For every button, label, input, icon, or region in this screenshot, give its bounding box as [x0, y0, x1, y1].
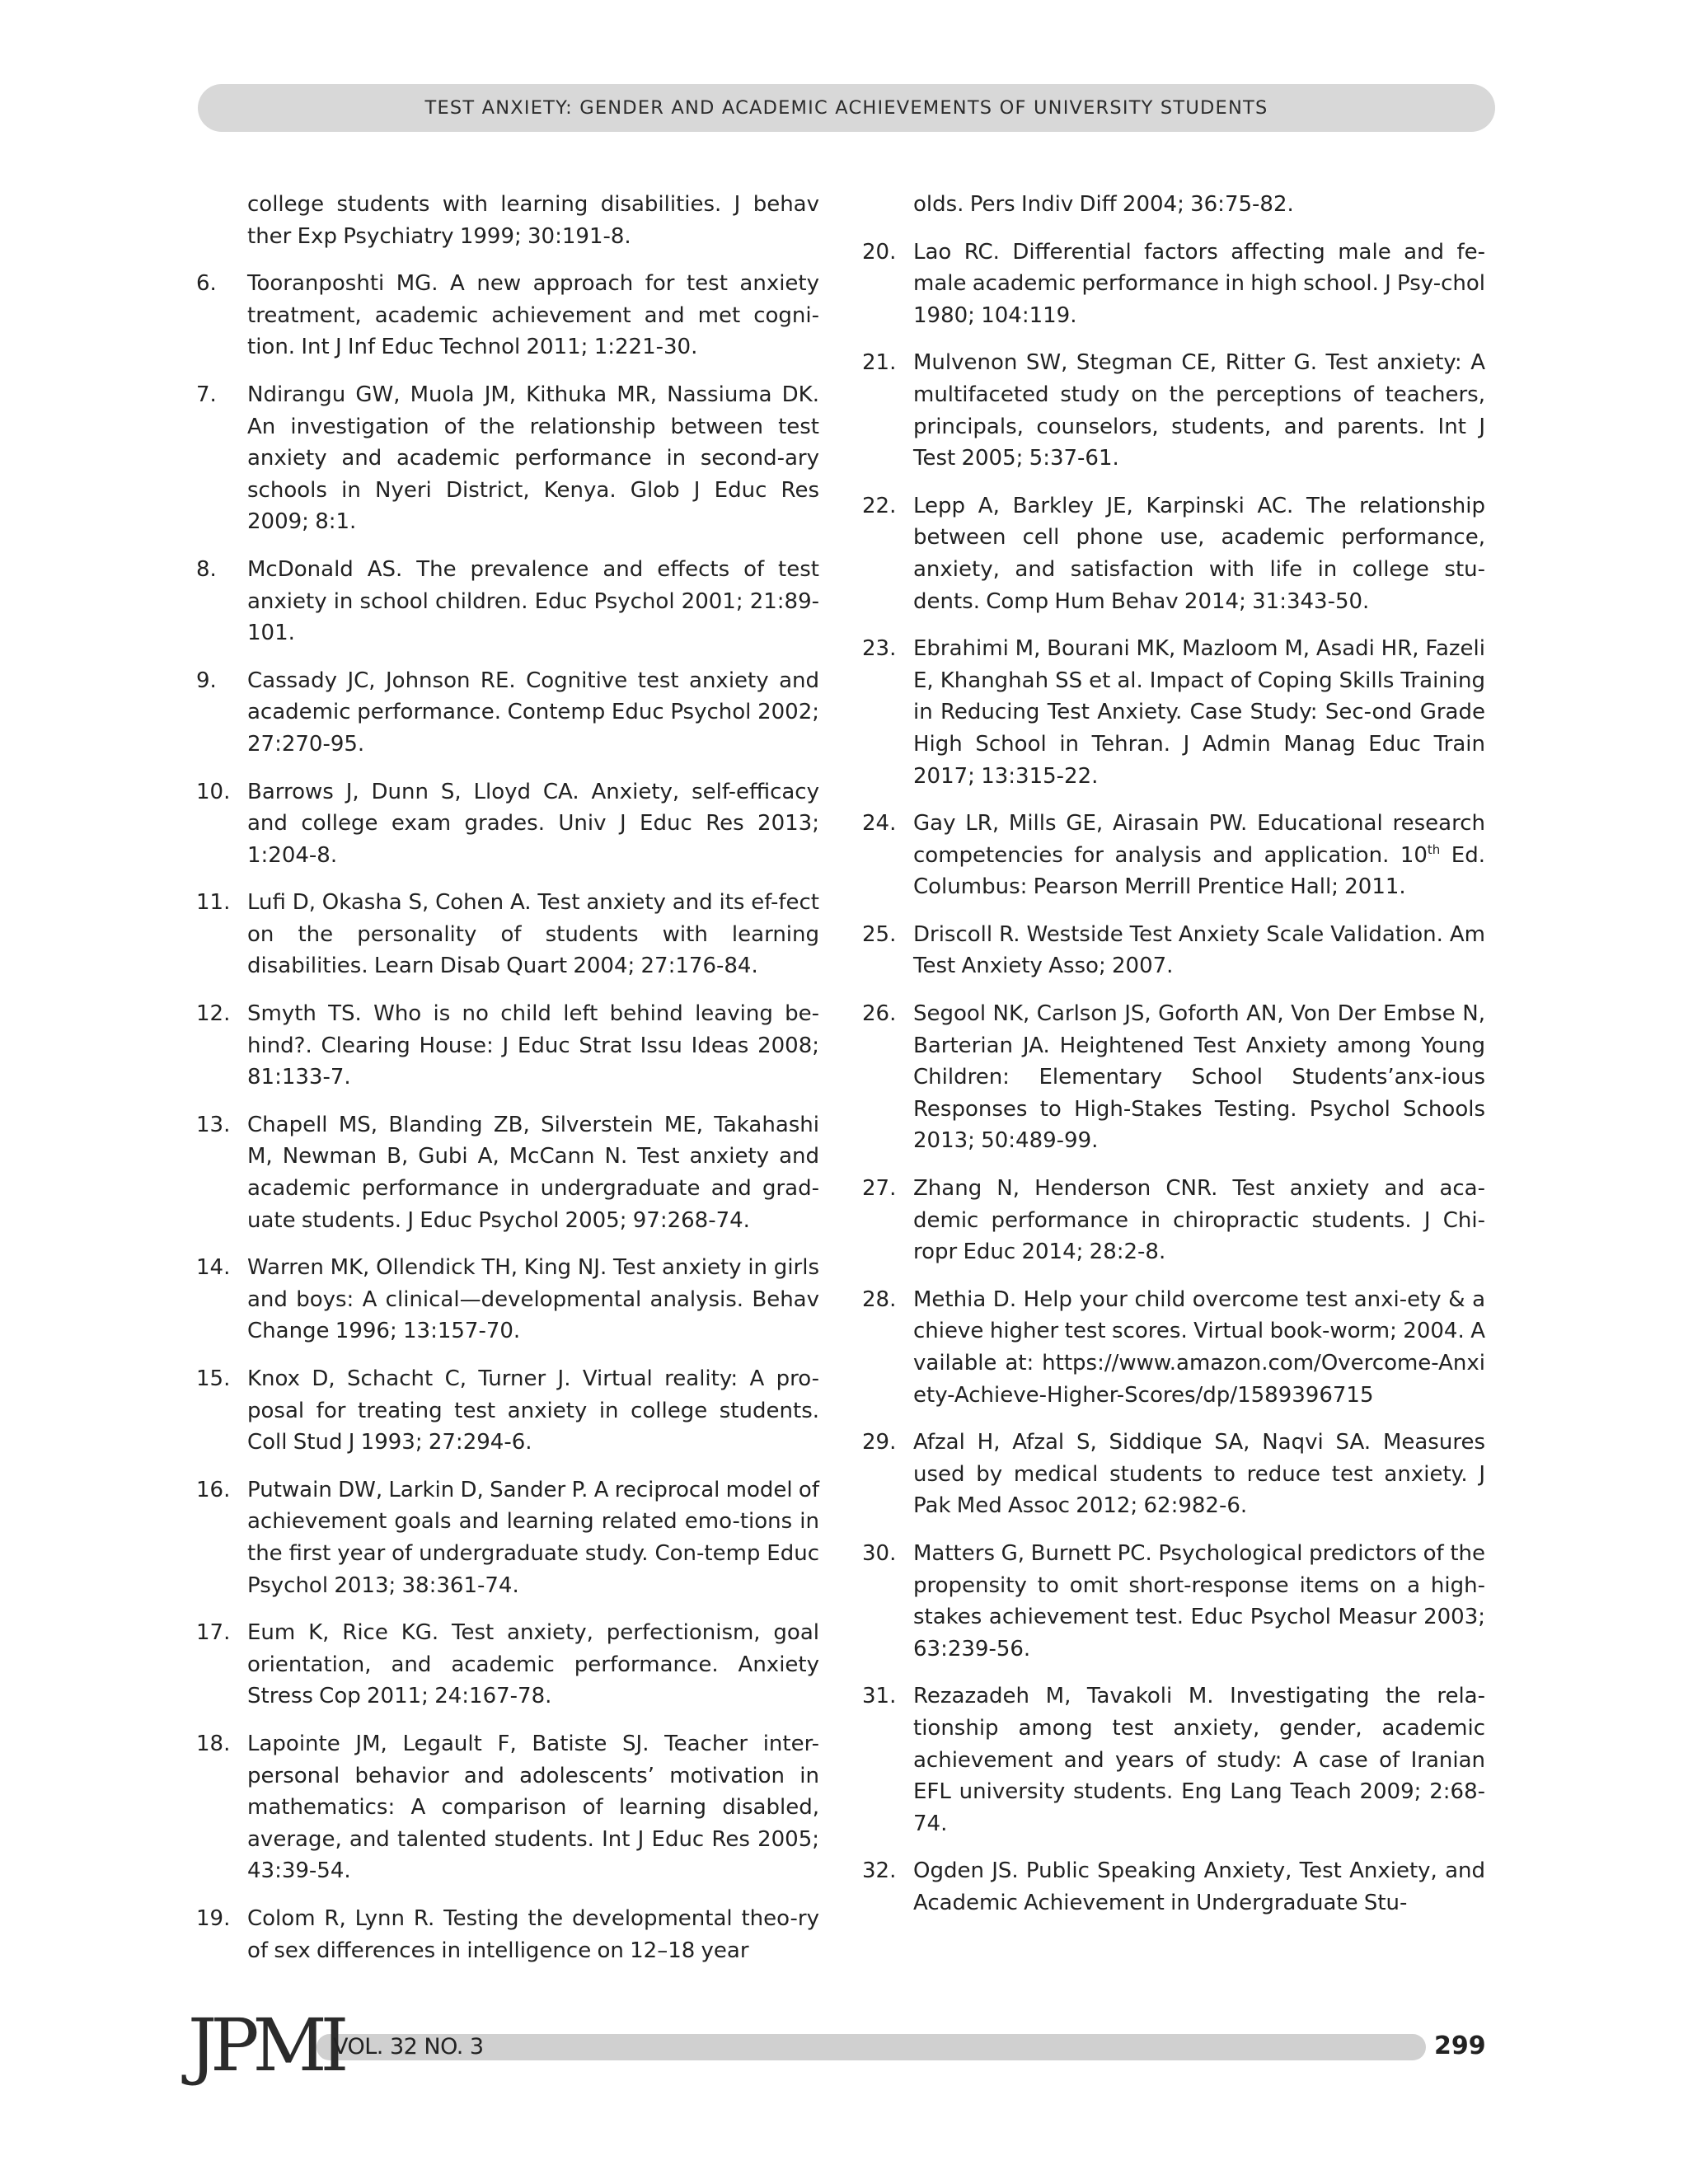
reference-number: 23. [862, 636, 897, 662]
reference-text: Eum K, Rice KG. Test anxiety, perfectionism, goal orientation, and academic performance. Anxiety Stress Cop 2011; 24:167-78. [247, 1620, 819, 1709]
reference-32 [862, 1855, 1485, 1919]
reference-16 [196, 1474, 819, 1601]
reference-31 [862, 1680, 1485, 1840]
reference-text: Ndirangu GW, Muola JM, Kithuka MR, Nassiuma DK. An investigation of the relationship between test anxiety and academic performance in second-ary schools in Nyeri District, Kenya. Glob J Educ Res 2009; 8:1. [247, 382, 819, 535]
reference-number: 8. [196, 556, 217, 582]
reference-number: 29. [862, 1430, 897, 1455]
reference-number: 12. [196, 1001, 231, 1027]
reference-number: 24. [862, 811, 897, 837]
reference-22 [862, 490, 1485, 617]
reference-number: 10. [196, 779, 231, 804]
reference-24 [862, 808, 1485, 903]
reference-10 [196, 776, 819, 872]
reference-number: 32. [862, 1858, 897, 1884]
reference-15 [196, 1363, 819, 1459]
reference-19 [196, 1903, 819, 1966]
reference-text: Tooranposhti MG. A new approach for test anxiety treatment, academic achievement and met cogni-tion. Int J Inf Educ Technol 2011; 1:221-30. [247, 271, 819, 360]
reference-number: 26. [862, 1001, 897, 1027]
reference-text-part: Gay LR, Mills GE, Airasain PW. Educational research competencies for analysis and application. 10 [913, 811, 1485, 868]
reference-26 [862, 998, 1485, 1157]
reference-number: 25. [862, 921, 897, 947]
reference-28 [862, 1284, 1485, 1411]
reference-text: Colom R, Lynn R. Testing the developmental theo-ry of sex differences in intelligence on 12–18 year [247, 1905, 819, 1963]
reference-number: 19. [196, 1905, 231, 1931]
reference-text: Methia D. Help your child overcome test anxi-ety & achieve higher test scores. Virtual book-worm; 2004. Available at: https://www.amazon.com/Overcome-Anxiety-Achieve-Higher-Scores/dp/1589396715 [913, 1286, 1485, 1408]
reference-text: Segool NK, Carlson JS, Goforth AN, Von Der Embse N, Barterian JA. Heightened Test Anxiety among Young Children: Elementary School Students’anx-ious Responses to High-Stakes Testing. Psychol Schools 2013; 50:489-99. [913, 1001, 1485, 1154]
reference-number: 6. [196, 271, 217, 297]
reference-23 [862, 633, 1485, 792]
reference-text: Ebrahimi M, Bourani MK, Mazloom M, Asadi HR, Fazeli E, Khanghah SS et al. Impact of Coping Skills Training in Reducing Test Anxiety. Case Study: Sec-ond Grade High School in Tehran. J Admin Manag Educ Train 2017; 13:315-22. [913, 636, 1485, 789]
reference-number: 30. [862, 1540, 897, 1566]
reference-number: 14. [196, 1255, 231, 1281]
reference-number: 17. [196, 1620, 231, 1646]
reference-6 [196, 268, 819, 363]
reference-number: 13. [196, 1112, 231, 1137]
reference-text: Putwain DW, Larkin D, Sander P. A reciprocal model of achievement goals and learning related emo-tions in the first year of undergraduate study. Con-temp Educ Psychol 2013; 38:361-74. [247, 1477, 819, 1598]
reference-text: Lapointe JM, Legault F, Batiste SJ. Teacher inter-personal behavior and adolescents’ motivation in mathematics: A comparison of learning disabled, average, and talented students. Int J Educ Res 2005; 43:39-54. [247, 1731, 819, 1884]
reference-18 [196, 1728, 819, 1887]
reference-continuation [196, 189, 819, 252]
running-header-title: TEST ANXIETY: GENDER AND ACADEMIC ACHIEVEMENTS OF UNIVERSITY STUDENTS [424, 97, 1268, 119]
reference-text: Rezazadeh M, Tavakoli M. Investigating the rela-tionship among test anxiety, gender, academic achievement and years of study: A case of Iranian EFL university students. Eng Lang Teach 2009; 2:68-74. [913, 1684, 1485, 1836]
reference-text: Knox D, Schacht C, Turner J. Virtual reality: A pro-posal for treating test anxiety in college students. Coll Stud J 1993; 27:294-6. [247, 1366, 819, 1455]
reference-number: 27. [862, 1176, 897, 1202]
reference-number: 11. [196, 890, 231, 916]
reference-text: Zhang N, Henderson CNR. Test anxiety and aca-demic performance in chiropractic students. J Chi-ropr Educ 2014; 28:2-8. [913, 1176, 1485, 1265]
reference-13 [196, 1109, 819, 1236]
reference-number: 22. [862, 493, 897, 518]
reference-29 [862, 1427, 1485, 1522]
reference-number: 7. [196, 382, 217, 407]
references-left-column [196, 189, 819, 1982]
reference-21 [862, 347, 1485, 474]
reference-text: olds. Pers Indiv Diff 2004; 36:75-82. [913, 192, 1294, 217]
page-number: 299 [1434, 2032, 1486, 2060]
reference-12 [196, 998, 819, 1094]
reference-text: Afzal H, Afzal S, Siddique SA, Naqvi SA. Measures used by medical students to reduce test anxiety. J Pak Med Assoc 2012; 62:982-6. [913, 1430, 1485, 1519]
reference-text: Lao RC. Differential factors affecting male and fe-male academic performance in high school. J Psy-chol 1980; 104:119. [913, 239, 1486, 328]
reference-30 [862, 1538, 1485, 1665]
reference-text: Cassady JC, Johnson RE. Cognitive test anxiety and academic performance. Contemp Educ Psychol 2002; 27:270-95. [247, 668, 819, 757]
reference-text: Lepp A, Barkley JE, Karpinski AC. The relationship between cell phone use, academic performance, anxiety, and satisfaction with life in college stu-dents. Comp Hum Behav 2014; 31:343-50. [913, 493, 1485, 614]
reference-text: Lufi D, Okasha S, Cohen A. Test anxiety and its ef-fect on the personality of students with learning disabilities. Learn Disab Quart 2004; 27:176-84. [247, 890, 819, 979]
reference-number: 15. [196, 1366, 231, 1391]
reference-text-part: Ed. Columbus: Pearson Merrill Prentice Hall; 2011. [913, 842, 1485, 900]
reference-number: 9. [196, 668, 217, 693]
reference-continuation [862, 189, 1485, 221]
reference-text: Chapell MS, Blanding ZB, Silverstein ME, Takahashi M, Newman B, Gubi A, McCann N. Test anxiety and academic performance in undergraduate and grad-uate students. J Educ Psychol 2005; 97:268-74. [247, 1112, 819, 1233]
reference-number: 31. [862, 1684, 897, 1709]
reference-9 [196, 665, 819, 761]
reference-11 [196, 887, 819, 982]
reference-text: Ogden JS. Public Speaking Anxiety, Test Anxiety, and Academic Achievement in Undergraduate Stu- [913, 1858, 1485, 1915]
reference-17 [196, 1617, 819, 1713]
journal-logo: JPMI [188, 2003, 343, 2088]
reference-text [913, 808, 1485, 903]
reference-text: Mulvenon SW, Stegman CE, Ritter G. Test anxiety: A multifaceted study on the perceptions of teachers, principals, counselors, students, and parents. Int J Test 2005; 5:37-61. [913, 350, 1485, 471]
journal-volume: VOL. 32 NO. 3 [333, 2034, 484, 2060]
reference-text: Smyth TS. Who is no child left behind leaving be-hind?. Clearing House: J Educ Strat Issu Ideas 2008; 81:133-7. [247, 1001, 819, 1090]
reference-text: Driscoll R. Westside Test Anxiety Scale Validation. Am Test Anxiety Asso; 2007. [913, 921, 1485, 979]
reference-14 [196, 1252, 819, 1347]
reference-text: Barrows J, Dunn S, Lloyd CA. Anxiety, self-efficacy and college exam grades. Univ J Educ Res 2013; 1:204-8. [247, 779, 819, 868]
reference-number: 18. [196, 1731, 231, 1756]
reference-27 [862, 1173, 1485, 1268]
reference-number: 20. [862, 239, 897, 265]
reference-number: 28. [862, 1286, 897, 1312]
reference-7 [196, 379, 819, 538]
reference-20 [862, 237, 1485, 332]
reference-text: Warren MK, Ollendick TH, King NJ. Test anxiety in girls and boys: A clinical—developmental analysis. Behav Change 1996; 13:157-70. [247, 1255, 819, 1344]
reference-number: 16. [196, 1477, 231, 1502]
superscript-ordinal: th [1427, 841, 1441, 857]
reference-number: 21. [862, 350, 897, 376]
reference-text: Matters G, Burnett PC. Psychological predictors of the propensity to omit short-response items on a high-stakes achievement test. Educ Psychol Measur 2003; 63:239-56. [913, 1540, 1485, 1661]
reference-8 [196, 554, 819, 649]
reference-text: McDonald AS. The prevalence and effects of test anxiety in school children. Educ Psychol 2001; 21:89-101. [247, 556, 819, 646]
references-right-column [862, 189, 1485, 1935]
reference-text: college students with learning disabilities. J behav ther Exp Psychiatry 1999; 30:191-8. [247, 192, 819, 249]
running-header [198, 84, 1495, 132]
reference-25 [862, 919, 1485, 982]
